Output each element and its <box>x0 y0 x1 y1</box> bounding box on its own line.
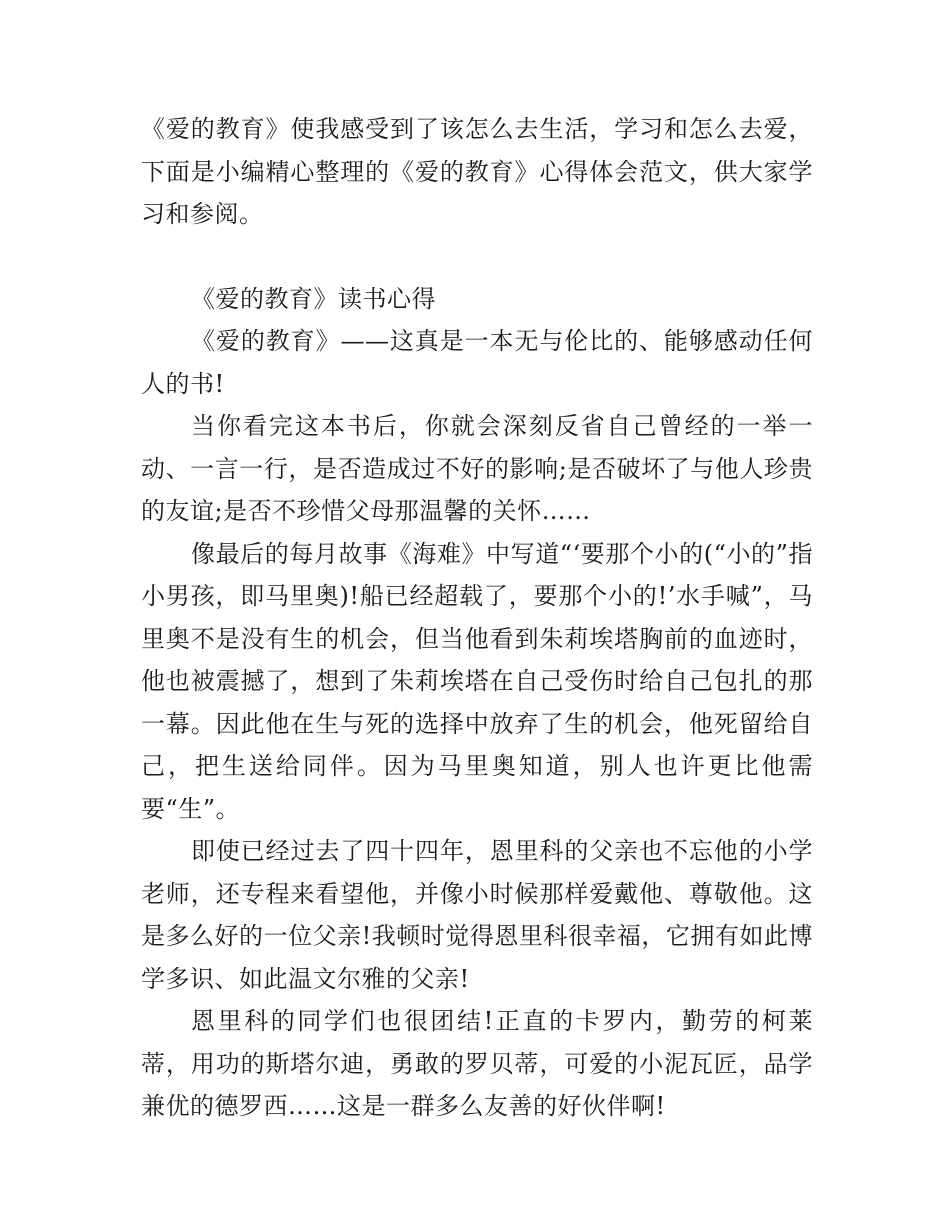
body-paragraph-1: 《爱的教育》——这真是一本无与伦比的、能够感动任何人的书! <box>141 327 813 398</box>
body-paragraph-2: 当你看完这本书后，你就会深刻反省自己曾经的一举一动、一言一行，是否造成过不好的影响;是否破坏了与他人珍贵的友谊;是否不珍惜父母那温馨的关怀…… <box>141 412 813 525</box>
body-paragraph-5: 恩里科的同学们也很团结!正直的卡罗内，勤劳的柯莱蒂，用功的斯塔尔迪，勇敢的罗贝蒂，可爱的小泥瓦匠，品学兼优的德罗西……这是一群多么友善的好伙伴啊! <box>141 1007 813 1120</box>
body-paragraph-4: 即使已经过去了四十四年，恩里科的父亲也不忘他的小学老师，还专程来看望他，并像小时候那样爱戴他、尊敬他。这是多么好的一位父亲!我顿时觉得恩里科很幸福，它拥有如此博学多识、如此温文尔雅的父亲! <box>141 837 813 993</box>
document-body <box>141 108 813 1128</box>
body-paragraph-3: 像最后的每月故事《海难》中写道“‘要那个小的(“小的”指小男孩，即马里奥)!船已经超载了，要那个小的!’水手喊”，马里奥不是没有生的机会，但当他看到朱莉埃塔胸前的血迹时，他也被震撼了，想到了朱莉埃塔在自己受伤时给自己包扎的那一幕。因此他在生与死的选择中放弃了生的机会，他死留给自己，把生送给同伴。因为马里奥知道，别人也许更比他需要“生”。 <box>141 539 813 823</box>
section-title: 《爱的教育》读书心得 <box>191 284 436 313</box>
intro-paragraph: 《爱的教育》使我感受到了该怎么去生活，学习和怎么去爱，下面是小编精心整理的《爱的教育》心得体会范文，供大家学习和参阅。 <box>141 115 813 228</box>
